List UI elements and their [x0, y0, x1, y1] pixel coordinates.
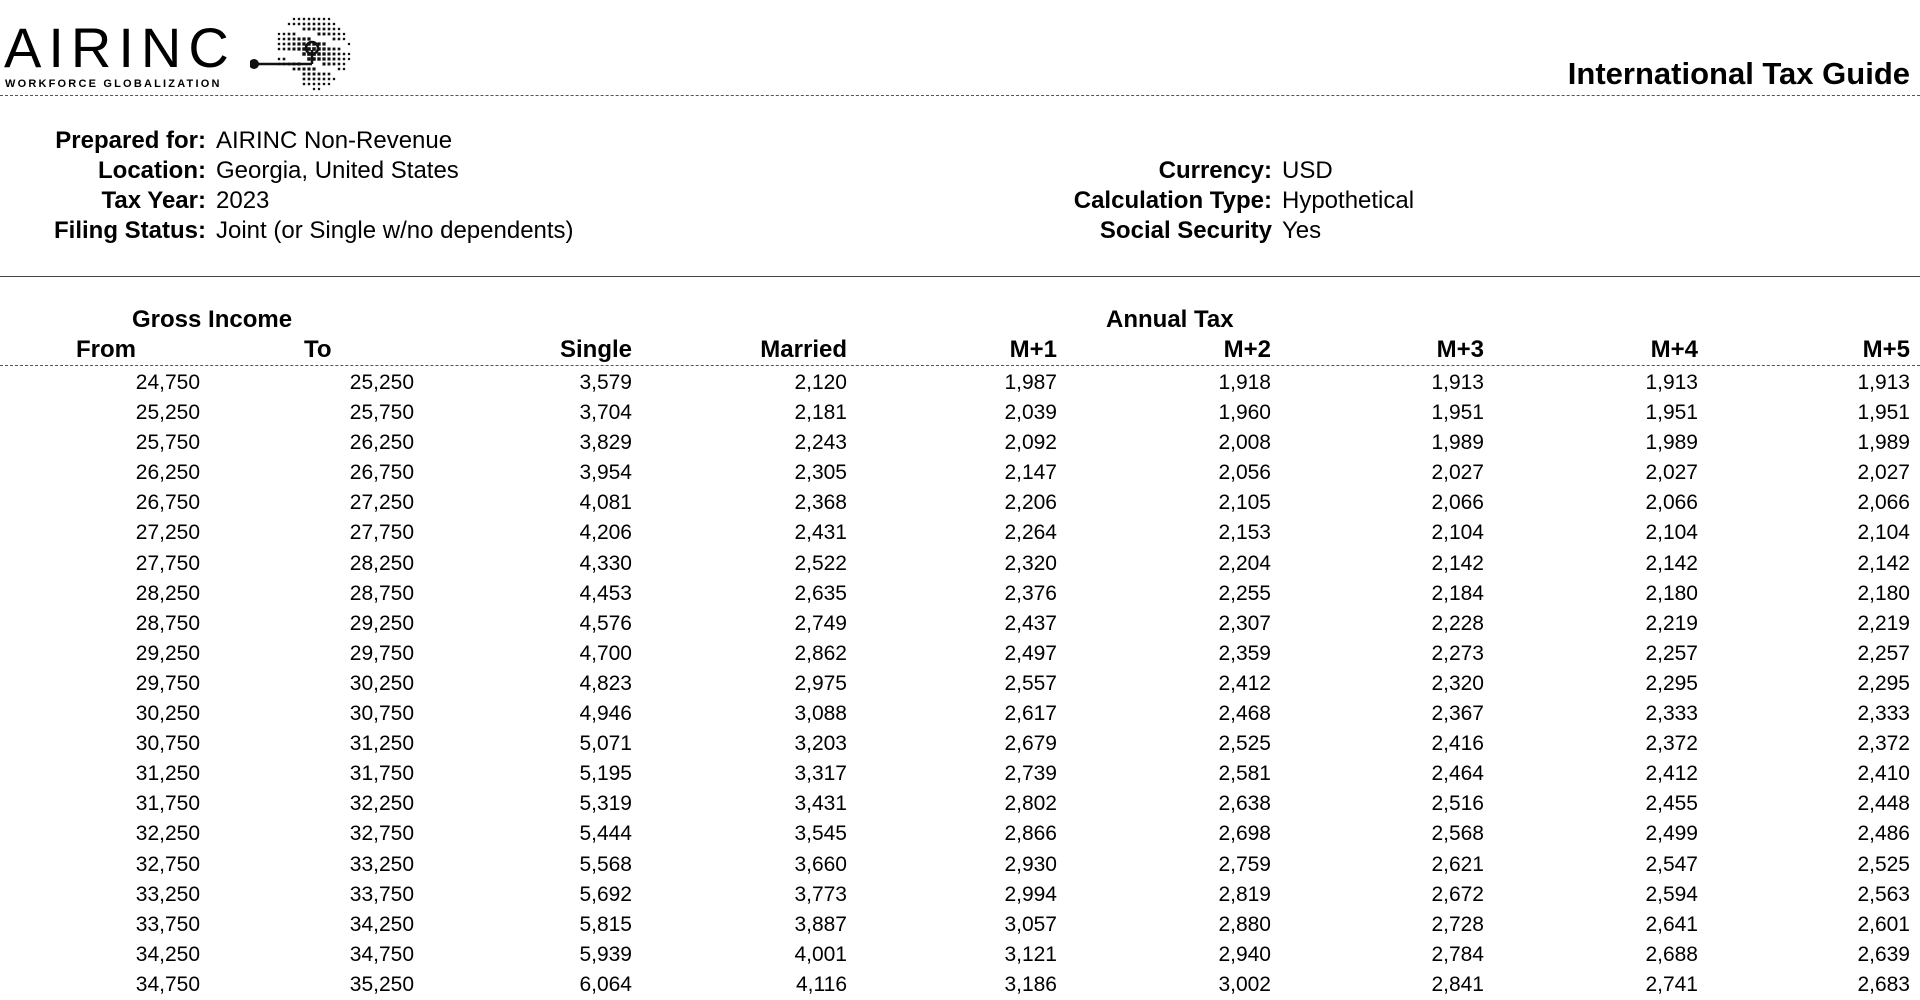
- cell-from: 33,750: [135, 912, 200, 936]
- cell-m1: 2,497: [1004, 641, 1057, 665]
- cell-from: 24,750: [135, 371, 200, 394]
- cell-m3: 2,104: [1431, 521, 1484, 545]
- cell-to: 28,750: [349, 581, 414, 605]
- info-row-tax-year: [0, 186, 700, 216]
- column-header-m1: M+1: [1009, 336, 1057, 363]
- cell-married: 3,431: [794, 792, 847, 816]
- info-label: Currency:: [1158, 157, 1272, 184]
- cell-m2: 2,525: [1218, 732, 1271, 756]
- cell-m3: 2,066: [1431, 491, 1484, 515]
- cell-m4: 2,499: [1645, 822, 1698, 846]
- cell-married: 2,243: [794, 431, 847, 455]
- cell-from: 25,250: [135, 401, 200, 425]
- cell-m1: 2,206: [1004, 491, 1057, 515]
- table-row: [0, 428, 1920, 458]
- cell-m1: 2,994: [1004, 882, 1057, 906]
- cell-m5: 2,104: [1857, 521, 1910, 545]
- cell-single: 5,195: [579, 762, 632, 786]
- cell-to: 33,750: [349, 882, 414, 906]
- table-row: [0, 398, 1920, 428]
- cell-m3: 2,672: [1431, 882, 1484, 906]
- cell-m4: 2,741: [1645, 972, 1698, 996]
- cell-m4: 2,257: [1645, 641, 1698, 665]
- cell-m3: 1,913: [1431, 371, 1484, 394]
- info-label: Calculation Type:: [1073, 187, 1272, 214]
- cell-m5: 2,142: [1857, 551, 1910, 575]
- cell-to: 31,250: [349, 732, 414, 756]
- info-block-left: [0, 126, 700, 246]
- cell-m5: 2,448: [1857, 792, 1910, 816]
- cell-single: 5,444: [579, 822, 632, 846]
- cell-married: 2,975: [794, 671, 847, 695]
- info-block-right: [880, 156, 1580, 246]
- cell-married: 2,181: [794, 401, 847, 425]
- cell-m3: 2,027: [1431, 461, 1484, 485]
- cell-single: 5,568: [579, 852, 632, 876]
- cell-m3: 2,568: [1431, 822, 1484, 846]
- cell-m2: 2,008: [1218, 431, 1271, 455]
- cell-married: 2,522: [794, 551, 847, 575]
- cell-m2: 2,759: [1218, 852, 1271, 876]
- cell-m5: 2,295: [1857, 671, 1910, 695]
- cell-single: 3,829: [579, 431, 632, 455]
- cell-single: 4,206: [579, 521, 632, 545]
- cell-single: 4,823: [579, 671, 632, 695]
- cell-from: 30,750: [135, 732, 200, 756]
- cell-m1: 3,121: [1004, 942, 1057, 966]
- cell-married: 3,545: [794, 822, 847, 846]
- cell-to: 30,250: [349, 671, 414, 695]
- cell-m3: 2,142: [1431, 551, 1484, 575]
- cell-m2: 1,918: [1218, 371, 1271, 394]
- cell-to: 25,250: [349, 371, 414, 394]
- group-label-gross-income: Gross Income: [132, 306, 293, 333]
- column-header-married: Married: [760, 336, 847, 363]
- cell-m2: 3,002: [1218, 972, 1271, 996]
- cell-married: 3,660: [794, 852, 847, 876]
- cell-m5: 2,563: [1857, 882, 1910, 906]
- cell-m5: 2,683: [1857, 972, 1910, 996]
- cell-from: 30,250: [135, 702, 200, 726]
- group-label-annual-tax: Annual Tax: [1106, 306, 1234, 333]
- info-value: Yes: [1282, 217, 1322, 244]
- table-header: [0, 306, 1920, 366]
- info-row-location: [0, 156, 700, 186]
- cell-m4: 2,180: [1645, 581, 1698, 605]
- cell-single: 5,319: [579, 792, 632, 816]
- info-row-prepared-for: [0, 126, 700, 156]
- cell-to: 34,750: [349, 942, 414, 966]
- cell-to: 27,750: [349, 521, 414, 545]
- table-row: [0, 368, 1920, 398]
- cell-m5: 2,639: [1857, 942, 1910, 966]
- info-row-social-security: [880, 216, 1580, 246]
- cell-married: 2,749: [794, 611, 847, 635]
- page-header: [0, 0, 1920, 96]
- cell-from: 32,750: [135, 852, 200, 876]
- cell-m4: 2,295: [1645, 671, 1698, 695]
- cell-m5: 2,372: [1857, 732, 1910, 756]
- column-header-to: To: [304, 336, 332, 363]
- cell-to: 29,750: [349, 641, 414, 665]
- cell-from: 28,250: [135, 581, 200, 605]
- cell-single: 4,946: [579, 702, 632, 726]
- cell-married: 3,317: [794, 762, 847, 786]
- column-header-m3: M+3: [1436, 336, 1484, 363]
- cell-m4: 1,951: [1645, 401, 1698, 425]
- cell-m3: 2,841: [1431, 972, 1484, 996]
- cell-m4: 2,104: [1645, 521, 1698, 545]
- cell-m3: 2,367: [1431, 702, 1484, 726]
- cell-m3: 2,464: [1431, 762, 1484, 786]
- table-row: [0, 789, 1920, 819]
- cell-m1: 2,930: [1004, 852, 1057, 876]
- info-value: AIRINC Non-Revenue: [216, 127, 453, 154]
- cell-to: 33,250: [349, 852, 414, 876]
- info-row-calculation-type: [880, 186, 1580, 216]
- column-header-m2: M+2: [1223, 336, 1271, 363]
- cell-m2: 2,105: [1218, 491, 1271, 515]
- cell-m4: 2,547: [1645, 852, 1698, 876]
- table-row: [0, 458, 1920, 488]
- cell-m5: 2,525: [1857, 852, 1910, 876]
- cell-married: 2,431: [794, 521, 847, 545]
- cell-m1: 2,147: [1004, 461, 1057, 485]
- table-row: [0, 880, 1920, 910]
- cell-m2: 2,698: [1218, 822, 1271, 846]
- cell-m1: 2,376: [1004, 581, 1057, 605]
- cell-married: 3,773: [794, 882, 847, 906]
- cell-m1: 3,186: [1004, 972, 1057, 996]
- info-label: Location:: [98, 157, 206, 184]
- header-divider: [0, 95, 1920, 96]
- cell-m3: 2,516: [1431, 792, 1484, 816]
- airinc-logo: [4, 12, 370, 94]
- table-row: [0, 669, 1920, 699]
- cell-m4: 2,027: [1645, 461, 1698, 485]
- column-header-from: From: [76, 336, 136, 363]
- cell-m5: 1,951: [1857, 401, 1910, 425]
- info-value: Georgia, United States: [216, 157, 459, 184]
- cell-to: 34,250: [349, 912, 414, 936]
- cell-m1: 2,739: [1004, 762, 1057, 786]
- cell-single: 5,071: [579, 732, 632, 756]
- table-row: [0, 940, 1920, 970]
- cell-m1: 3,057: [1004, 912, 1057, 936]
- cell-to: 30,750: [349, 702, 414, 726]
- cell-married: 3,203: [794, 732, 847, 756]
- cell-single: 5,939: [579, 942, 632, 966]
- cell-m3: 2,228: [1431, 611, 1484, 635]
- cell-m5: 2,219: [1857, 611, 1910, 635]
- cell-m2: 2,056: [1218, 461, 1271, 485]
- cell-m5: 2,333: [1857, 702, 1910, 726]
- info-value: Joint (or Single w/no dependents): [216, 217, 574, 244]
- cell-m1: 2,437: [1004, 611, 1057, 635]
- cell-m2: 2,940: [1218, 942, 1271, 966]
- table-row: [0, 549, 1920, 579]
- cell-m5: 2,027: [1857, 461, 1910, 485]
- cell-married: 2,368: [794, 491, 847, 515]
- cell-m3: 1,989: [1431, 431, 1484, 455]
- table-row: [0, 518, 1920, 548]
- cell-from: 32,250: [135, 822, 200, 846]
- cell-m1: 2,617: [1004, 702, 1057, 726]
- cell-single: 4,453: [579, 581, 632, 605]
- cell-single: 4,700: [579, 641, 632, 665]
- cell-m1: 2,679: [1004, 732, 1057, 756]
- table-header-divider: [0, 365, 1920, 366]
- cell-m1: 2,092: [1004, 431, 1057, 455]
- cell-m5: 2,066: [1857, 491, 1910, 515]
- table-row: [0, 579, 1920, 609]
- cell-m3: 2,184: [1431, 581, 1484, 605]
- column-header-m5: M+5: [1862, 336, 1910, 363]
- cell-m5: 2,601: [1857, 912, 1910, 936]
- cell-m4: 1,989: [1645, 431, 1698, 455]
- cell-married: 2,862: [794, 641, 847, 665]
- cell-from: 31,750: [135, 792, 200, 816]
- cell-married: 4,001: [794, 942, 847, 966]
- cell-m2: 2,819: [1218, 882, 1271, 906]
- info-label: Prepared for:: [55, 127, 206, 154]
- table-row: [0, 819, 1920, 849]
- cell-to: 31,750: [349, 762, 414, 786]
- cell-m3: 2,416: [1431, 732, 1484, 756]
- info-row-currency: [880, 156, 1580, 186]
- cell-m5: 2,410: [1857, 762, 1910, 786]
- cell-m1: 2,264: [1004, 521, 1057, 545]
- cell-m4: 2,688: [1645, 942, 1698, 966]
- table-row: [0, 639, 1920, 669]
- cell-single: 3,579: [579, 371, 632, 394]
- cell-married: 4,116: [796, 972, 847, 996]
- cell-m4: 1,913: [1645, 371, 1698, 394]
- cell-m4: 2,455: [1645, 792, 1698, 816]
- cell-from: 25,750: [135, 431, 200, 455]
- column-header-single: Single: [559, 336, 632, 363]
- cell-to: 29,250: [349, 611, 414, 635]
- cell-from: 29,750: [135, 671, 200, 695]
- cell-m2: 2,581: [1218, 762, 1271, 786]
- cell-married: 3,887: [794, 912, 847, 936]
- info-label: Social Security: [1099, 217, 1272, 244]
- cell-from: 27,750: [135, 551, 200, 575]
- cell-m4: 2,142: [1645, 551, 1698, 575]
- cell-m3: 2,273: [1431, 641, 1484, 665]
- table-row: [0, 910, 1920, 940]
- cell-single: 3,704: [579, 401, 632, 425]
- cell-m5: 2,180: [1857, 581, 1910, 605]
- logo-tagline: WORKFORCE GLOBALIZATION: [5, 78, 222, 90]
- cell-married: 3,088: [794, 702, 847, 726]
- cell-to: 26,750: [349, 461, 414, 485]
- cell-m5: 1,913: [1857, 371, 1910, 394]
- cell-to: 27,250: [349, 491, 414, 515]
- cell-from: 27,250: [135, 521, 200, 545]
- cell-m1: 2,557: [1004, 671, 1057, 695]
- cell-single: 3,954: [579, 461, 632, 485]
- cell-m3: 1,951: [1431, 401, 1484, 425]
- cell-m5: 2,257: [1857, 641, 1910, 665]
- cell-married: 2,305: [794, 461, 847, 485]
- cell-single: 4,330: [579, 551, 632, 575]
- info-value: USD: [1282, 157, 1333, 184]
- cell-m2: 2,204: [1218, 551, 1271, 575]
- cell-m2: 2,153: [1218, 521, 1271, 545]
- cell-married: 2,635: [794, 581, 847, 605]
- cell-m1: 2,866: [1004, 822, 1057, 846]
- cell-single: 4,576: [579, 611, 632, 635]
- cell-m2: 2,880: [1218, 912, 1271, 936]
- cell-to: 32,750: [349, 822, 414, 846]
- cell-m1: 1,987: [1004, 371, 1057, 394]
- info-divider: [0, 276, 1920, 277]
- cell-m5: 1,989: [1857, 431, 1910, 455]
- cell-to: 28,250: [349, 551, 414, 575]
- cell-from: 34,250: [135, 942, 200, 966]
- cell-from: 29,250: [135, 641, 200, 665]
- table-row: [0, 759, 1920, 789]
- cell-m3: 2,621: [1431, 852, 1484, 876]
- globe-icon: [250, 12, 370, 96]
- cell-m2: 2,468: [1218, 702, 1271, 726]
- cell-m2: 2,307: [1218, 611, 1271, 635]
- info-row-filing-status: [0, 216, 700, 246]
- cell-single: 5,692: [579, 882, 632, 906]
- cell-from: 26,250: [135, 461, 200, 485]
- cell-from: 28,750: [135, 611, 200, 635]
- cell-single: 6,064: [579, 972, 632, 996]
- info-value: Hypothetical: [1282, 187, 1415, 214]
- cell-to: 25,750: [349, 401, 414, 425]
- cell-m4: 2,333: [1645, 702, 1698, 726]
- cell-m4: 2,412: [1645, 762, 1698, 786]
- cell-from: 26,750: [135, 491, 200, 515]
- table-row: [0, 970, 1920, 1000]
- cell-m2: 2,255: [1218, 581, 1271, 605]
- info-label: Tax Year:: [101, 187, 206, 214]
- info-label: Filing Status:: [54, 217, 206, 244]
- cell-m5: 2,486: [1857, 822, 1910, 846]
- logo-wordmark: AIRINC: [4, 16, 236, 79]
- cell-m2: 1,960: [1218, 401, 1271, 425]
- cell-m4: 2,641: [1645, 912, 1698, 936]
- column-header-m4: M+4: [1650, 336, 1698, 363]
- cell-single: 5,815: [579, 912, 632, 936]
- cell-to: 35,250: [349, 972, 414, 996]
- cell-m2: 2,412: [1218, 671, 1271, 695]
- cell-m1: 2,802: [1004, 792, 1057, 816]
- cell-married: 2,120: [794, 371, 847, 394]
- cell-m4: 2,594: [1645, 882, 1698, 906]
- cell-from: 33,250: [135, 882, 200, 906]
- cell-m3: 2,320: [1431, 671, 1484, 695]
- table-row: [0, 609, 1920, 639]
- cell-from: 31,250: [135, 762, 200, 786]
- table-body: [0, 368, 1920, 1000]
- cell-m2: 2,359: [1218, 641, 1271, 665]
- cell-m1: 2,039: [1004, 401, 1057, 425]
- cell-from: 34,750: [135, 972, 200, 996]
- cell-m3: 2,784: [1431, 942, 1484, 966]
- cell-to: 26,250: [349, 431, 414, 455]
- cell-m1: 2,320: [1004, 551, 1057, 575]
- table-row: [0, 699, 1920, 729]
- cell-m4: 2,372: [1645, 732, 1698, 756]
- table-row: [0, 488, 1920, 518]
- cell-m2: 2,638: [1218, 792, 1271, 816]
- table-row: [0, 729, 1920, 759]
- cell-m4: 2,066: [1645, 491, 1698, 515]
- cell-single: 4,081: [579, 491, 632, 515]
- cell-m4: 2,219: [1645, 611, 1698, 635]
- cell-m3: 2,728: [1431, 912, 1484, 936]
- cell-to: 32,250: [349, 792, 414, 816]
- info-value: 2023: [216, 187, 270, 214]
- document-title: International Tax Guide: [1567, 56, 1910, 91]
- table-row: [0, 850, 1920, 880]
